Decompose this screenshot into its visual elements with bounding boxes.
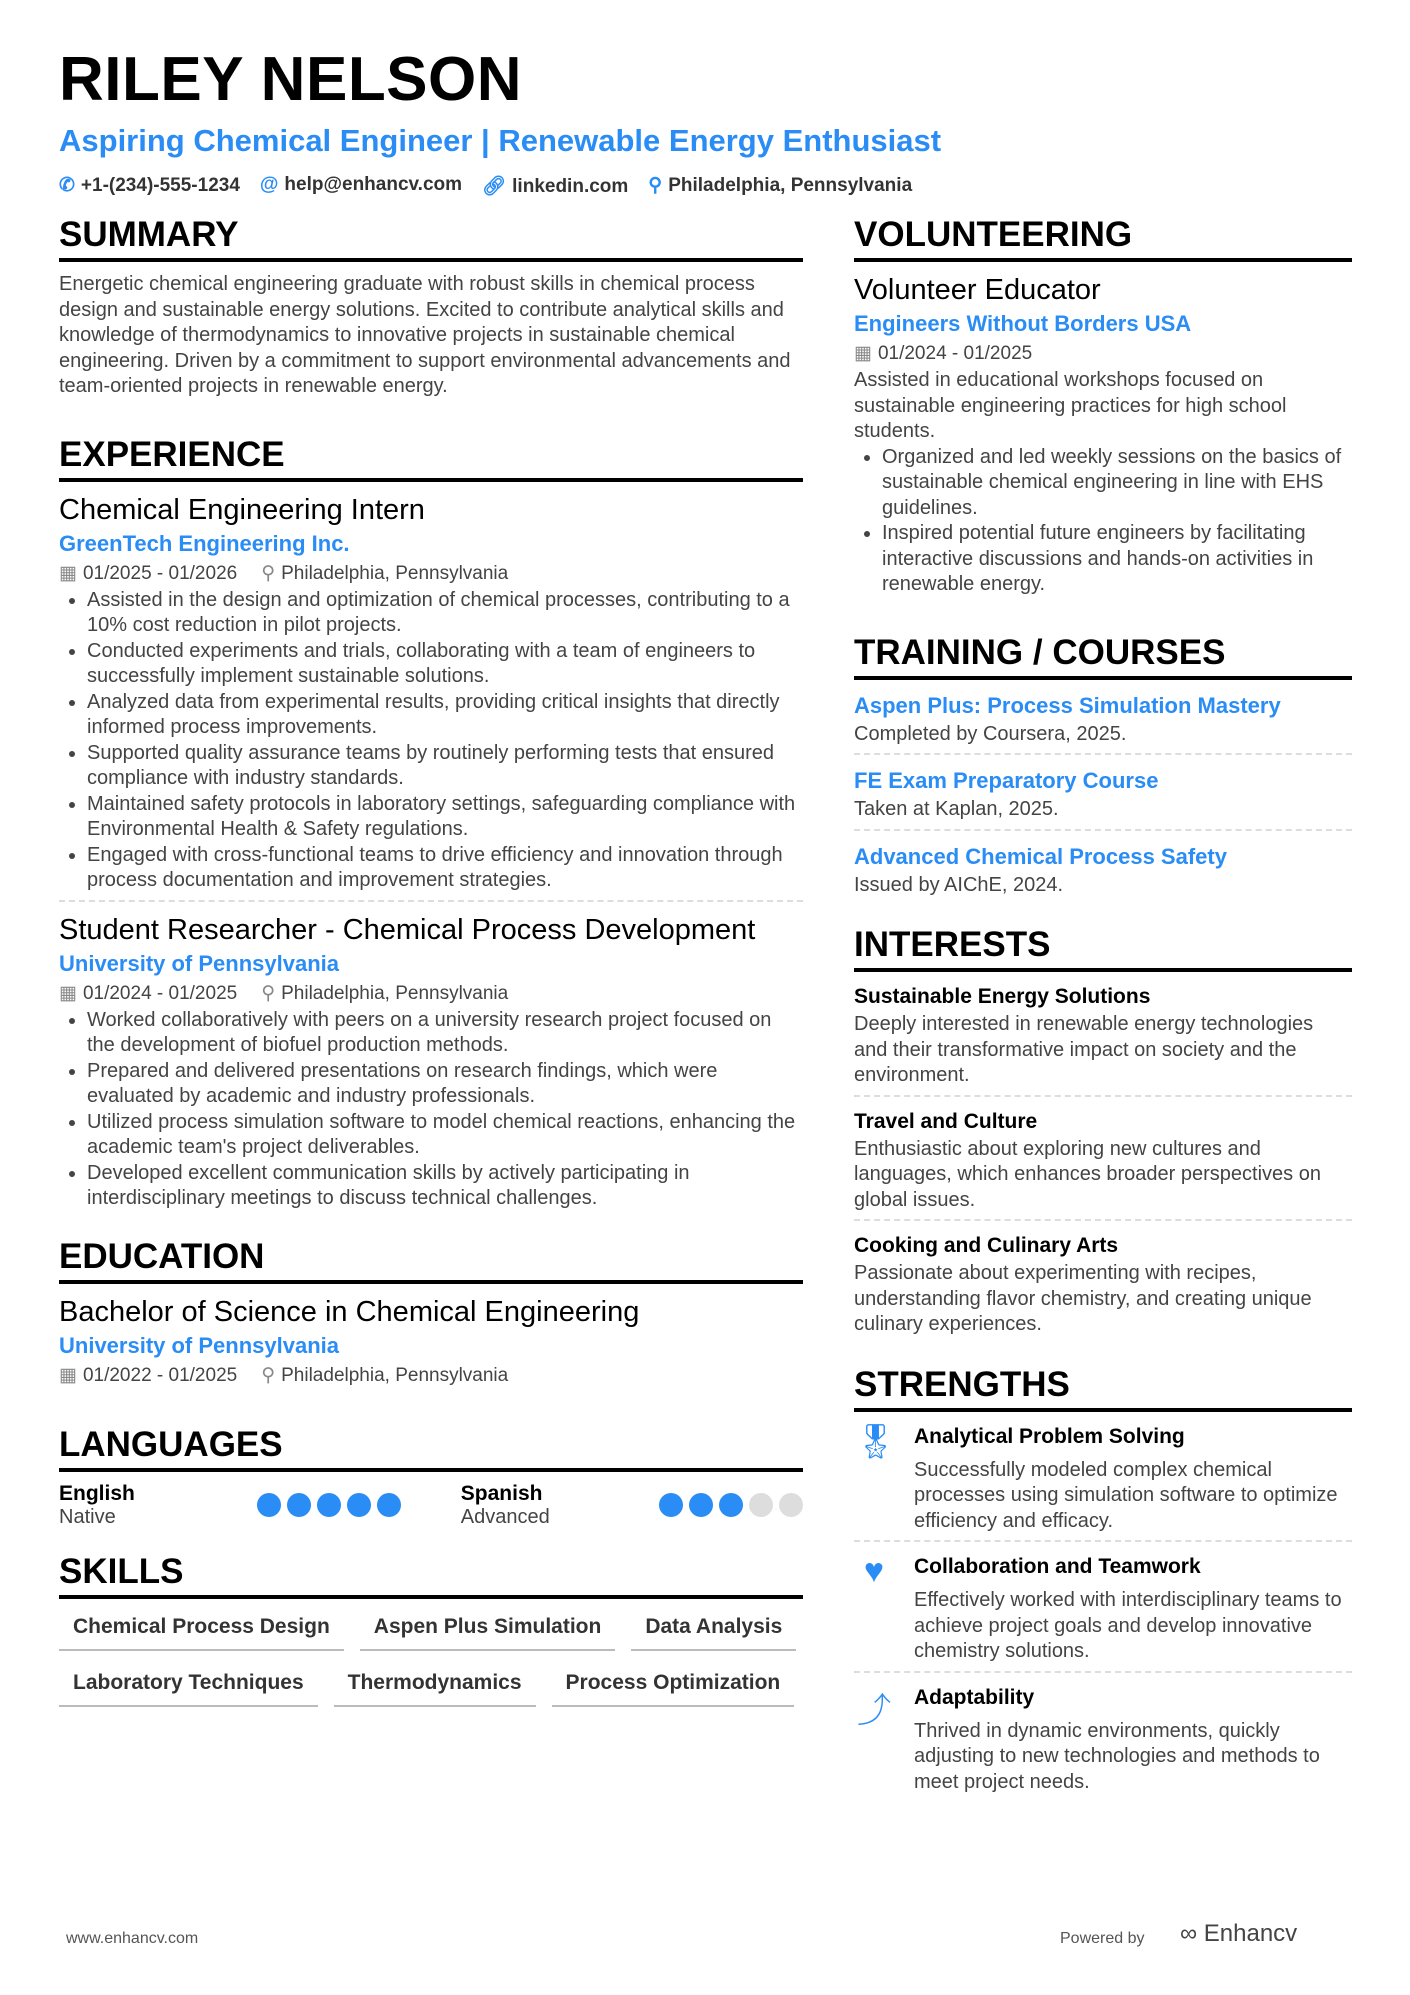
training-heading: TRAINING / COURSES <box>854 632 1352 680</box>
degree: Bachelor of Science in Chemical Engineering <box>59 1295 640 1328</box>
strength-title: Collaboration and Teamwork <box>914 1555 1201 1578</box>
job-bullets <box>59 1008 803 1212</box>
divider <box>854 1671 1352 1673</box>
award-icon: 🎖 <box>854 1422 898 1461</box>
rating-dot <box>317 1493 341 1517</box>
brand-name: Enhancv <box>1203 1920 1298 1947</box>
summary-text: Energetic chemical engineering graduate with robust skills in chemical process design and sustainable energy solutions. Excited to contribute analytical skills and knowledge of thermodynamics to innovative projects in sustainable chemical engineering. Driven by a commitment to support environmental advancements and team-oriented projects in renewable energy. <box>59 273 791 397</box>
strength-desc: Effectively worked with interdisciplinary teams to achieve project goals and develop innovative chemistry solutions. <box>914 1589 1342 1662</box>
bullet: • Organized and led weekly sessions on the basics of sustainable chemical engineering in line with EHS guidelines. <box>882 445 1352 522</box>
skills-list <box>59 1609 803 1707</box>
strengths-list <box>854 1422 1352 1796</box>
skills-heading: SKILLS <box>59 1551 803 1599</box>
interest-desc: Passionate about experimenting with recipes, understanding flavor chemistry, and creating unique culinary experiences. <box>854 1262 1312 1335</box>
course-title[interactable]: Advanced Chemical Process Safety <box>854 843 1227 869</box>
interest-title: Cooking and Culinary Arts <box>854 1234 1119 1257</box>
language-item <box>59 1482 401 1529</box>
strength-title: Analytical Problem Solving <box>914 1424 1185 1448</box>
languages-heading: LANGUAGES <box>59 1424 803 1472</box>
bullet: • Analyzed data from experimental results, providing critical insights that directly informed process improvements. <box>87 690 803 741</box>
volunteer-bullets <box>854 445 1352 598</box>
email-icon: @ <box>259 174 279 195</box>
job-title: Chemical Engineering Intern <box>59 493 425 526</box>
rating-dot <box>287 1493 311 1517</box>
job-location: Philadelphia, Pennsylvania <box>281 562 509 584</box>
phone-icon: ✆ <box>59 175 75 196</box>
training-list <box>854 690 1352 899</box>
language-rating <box>659 1493 803 1517</box>
contact-info <box>59 174 1359 198</box>
volunteer-role: Volunteer Educator <box>854 274 1101 306</box>
interests-heading: INTERESTS <box>854 924 1352 972</box>
language-name: Spanish <box>460 1481 543 1505</box>
languages-list <box>59 1482 803 1529</box>
strength-item <box>854 1683 1352 1796</box>
experience-list <box>59 492 803 1212</box>
education-location: Philadelphia, Pennsylvania <box>281 1364 509 1386</box>
strength-item <box>854 1552 1352 1665</box>
divider <box>854 829 1352 831</box>
email-link[interactable]: help@enhancv.com <box>284 174 463 195</box>
strengths-heading: STRENGTHS <box>854 1364 1352 1412</box>
bullet: • Prepared and delivered presentations on research findings, which were evaluated by academic and industry professionals. <box>87 1059 803 1110</box>
interest-title: Sustainable Energy Solutions <box>854 985 1151 1008</box>
language-rating <box>257 1493 401 1517</box>
logo-icon: ∞ <box>1180 1920 1204 1947</box>
location: Philadelphia, Pennsylvania <box>668 175 913 196</box>
company: GreenTech Engineering Inc. <box>59 530 350 556</box>
language-level: Native <box>59 1505 116 1528</box>
course-desc: Taken at Kaplan, 2025. <box>854 798 1059 820</box>
rating-dot <box>689 1493 713 1517</box>
language-level: Advanced <box>460 1505 550 1528</box>
volunteer-text: Assisted in educational workshops focused on sustainable engineering practices for high school students. <box>854 369 1287 442</box>
education-meta <box>59 1362 803 1390</box>
skill-tag: Data Analysis <box>631 1609 796 1651</box>
job-bullets <box>59 588 803 894</box>
bullet: • Inspired potential future engineers by facilitating interactive discussions and hands-on activities in renewable energy. <box>882 521 1352 598</box>
volunteer-dates: 01/2024 - 01/2025 <box>877 343 1033 364</box>
location-icon: ⚲ <box>261 982 276 1004</box>
education-heading: EDUCATION <box>59 1236 803 1284</box>
job-dates: 01/2025 - 01/2026 <box>82 562 238 584</box>
experience-entry <box>59 912 803 1212</box>
enhancv-logo <box>1180 1920 1297 1948</box>
calendar-icon: ▦ <box>854 343 872 364</box>
course-title[interactable]: Aspen Plus: Process Simulation Mastery <box>854 692 1281 718</box>
language-name: English <box>59 1481 135 1505</box>
location-icon: ⚲ <box>648 175 663 196</box>
powered-by: Powered by <box>1060 1930 1145 1947</box>
language-item <box>461 1482 803 1529</box>
bullet: • Conducted experiments and trials, collaborating with a team of engineers to successfully implement sustainable solutions. <box>87 639 803 690</box>
left-column <box>59 214 803 1707</box>
bullet: • Worked collaboratively with peers on a university research project focused on the development of biofuel production methods. <box>87 1008 803 1059</box>
rating-dot <box>719 1493 743 1517</box>
divider <box>854 1540 1352 1542</box>
experience-entry <box>59 492 803 902</box>
interest-title: Travel and Culture <box>854 1109 1038 1133</box>
rating-dot <box>659 1493 683 1517</box>
skill-tag: Thermodynamics <box>334 1665 536 1707</box>
calendar-icon: ▦ <box>59 1364 77 1386</box>
location-icon: ⚲ <box>261 1364 276 1386</box>
education-dates: 01/2022 - 01/2025 <box>82 1364 238 1386</box>
volunteer-meta <box>854 340 1352 368</box>
rating-dot <box>779 1493 803 1517</box>
interest-desc: Deeply interested in renewable energy technologies and their transformative impact on society and the environment. <box>854 1013 1314 1086</box>
job-meta <box>59 980 803 1008</box>
bullet: • Supported quality assurance teams by routinely performing tests that ensured compliance with industry standards. <box>87 741 803 792</box>
rating-dot <box>257 1493 281 1517</box>
interests-list <box>854 982 1352 1338</box>
job-meta <box>59 560 803 588</box>
skill-tag: Process Optimization <box>552 1665 795 1707</box>
rating-dot <box>377 1493 401 1517</box>
candidate-title: Aspiring Chemical Engineer | Renewable Energy Enthusiast <box>59 123 942 158</box>
right-column <box>854 214 1352 1795</box>
job-dates: 01/2024 - 01/2025 <box>82 982 238 1004</box>
calendar-icon: ▦ <box>59 982 77 1004</box>
divider <box>854 1095 1352 1097</box>
candidate-name: RILEY NELSON <box>59 45 523 114</box>
school: University of Pennsylvania <box>59 1332 339 1358</box>
strength-desc: Thrived in dynamic environments, quickly adjusting to new technologies and methods to meet project needs. <box>914 1719 1320 1793</box>
experience-heading: EXPERIENCE <box>59 434 803 482</box>
strength-desc: Successfully modeled complex chemical processes using simulation software to optimize efficiency and efficacy. <box>914 1458 1338 1532</box>
interest-desc: Enthusiastic about exploring new cultures and languages, which enhances broader perspectives on global issues. <box>854 1137 1321 1211</box>
bullet: • Assisted in the design and optimization of chemical processes, contributing to a 10% cost reduction in pilot projects. <box>87 588 803 639</box>
company: University of Pennsylvania <box>59 950 339 976</box>
linkedin-link[interactable]: linkedin.com <box>512 176 629 197</box>
bullet: • Maintained safety protocols in laboratory settings, safeguarding compliance with Environmental Health & Safety regulations. <box>87 792 803 843</box>
heart-icon: ♥ <box>863 1552 885 1590</box>
course-desc: Issued by AIChE, 2024. <box>854 873 1064 896</box>
skill-tag: Laboratory Techniques <box>59 1665 318 1707</box>
location-icon: ⚲ <box>261 562 276 584</box>
divider <box>59 900 803 902</box>
volunteering-heading: VOLUNTEERING <box>854 214 1352 262</box>
job-title: Student Researcher - Chemical Process Development <box>59 913 756 946</box>
course-title[interactable]: FE Exam Preparatory Course <box>854 768 1159 793</box>
bullet: • Utilized process simulation software to model chemical reactions, enhancing the academic team's project deliverables. <box>87 1110 803 1161</box>
calendar-icon: ▦ <box>59 562 77 584</box>
course-desc: Completed by Coursera, 2025. <box>854 722 1127 745</box>
phone: +1-(234)-555-1234 <box>80 175 240 196</box>
bullet: • Engaged with cross-functional teams to drive efficiency and innovation through process documentation and improvement strategies. <box>87 843 803 894</box>
strength-item <box>854 1422 1352 1535</box>
skill-tag: Chemical Process Design <box>59 1609 344 1651</box>
footer-url[interactable]: www.enhancv.com <box>66 1930 199 1947</box>
strength-title: Adaptability <box>914 1685 1035 1709</box>
rating-dot <box>347 1493 371 1517</box>
divider <box>854 1219 1352 1221</box>
resume-header <box>59 42 1359 198</box>
summary-heading: SUMMARY <box>59 214 803 262</box>
divider <box>854 753 1352 755</box>
volunteer-org: Engineers Without Borders USA <box>854 311 1192 336</box>
rating-dot <box>749 1493 773 1517</box>
bullet: • Developed excellent communication skills by actively participating in interdisciplinary meetings to discuss technical challenges. <box>87 1161 803 1212</box>
route-icon: ⤴ <box>857 1691 891 1730</box>
job-location: Philadelphia, Pennsylvania <box>281 982 509 1004</box>
skill-tag: Aspen Plus Simulation <box>360 1609 616 1651</box>
link-icon: 🔗︎ <box>482 176 507 197</box>
